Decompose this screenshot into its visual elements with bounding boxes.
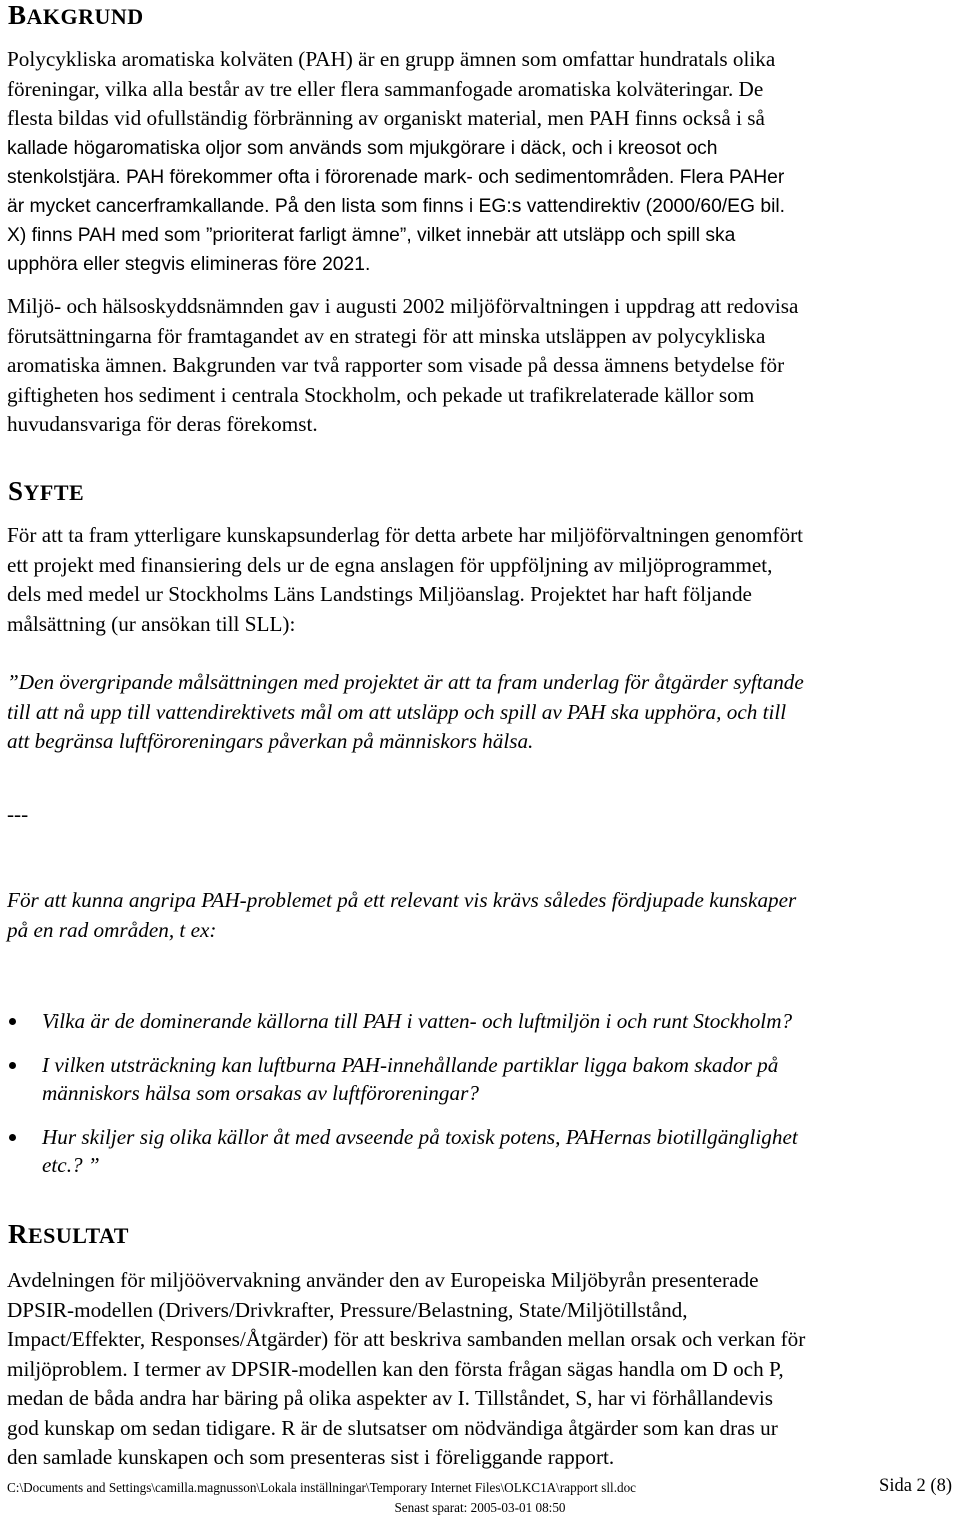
bakgrund-paragraph-2 bbox=[7, 292, 953, 440]
syfte-quote bbox=[7, 668, 953, 757]
text-line: etc.? ” bbox=[42, 1153, 100, 1177]
heading-rest: ESULTAT bbox=[28, 1223, 129, 1248]
text-line: förutsättningarna för framtagandet av en strategi för att minska utsläppen av polycykliska bbox=[7, 323, 766, 348]
text-line: är mycket cancerframkallande. På den lista som finns i EG:s vattendirektiv (2000/60/EG bil. bbox=[7, 196, 786, 217]
text-line: aromatiska ämnen. Bakgrunden var två rapporter som visade på dessa ämnens betydelse för bbox=[7, 353, 785, 377]
text-line: människors hälsa som orsakas av luftföroreningar? bbox=[42, 1081, 479, 1105]
bullet-icon bbox=[9, 1062, 16, 1069]
list-item bbox=[0, 1007, 960, 1036]
text-line: den samlade kunskapen och som presenteras sist i föreliggande rapport. bbox=[7, 1445, 615, 1469]
heading-rest: YFTE bbox=[23, 480, 85, 505]
text-line: flesta bildas vid ofullständig förbränning av organiskt material, men PAH finns också i så bbox=[7, 106, 765, 130]
heading-rest: AKGRUND bbox=[26, 4, 144, 29]
heading-initial: S bbox=[8, 476, 24, 506]
text-line: Hur skiljer sig olika källor åt med avseende på toxisk potens, PAHernas biotillgänglighet bbox=[42, 1124, 798, 1149]
syfte-paragraph-1 bbox=[7, 521, 953, 639]
text-line: För att kunna angripa PAH-problemet på ett relevant vis krävs således fördjupade kunskaper bbox=[7, 888, 797, 912]
text-line: Miljö- och hälsoskyddsnämnden gav i augusti 2002 miljöförvaltningen i uppdrag att redovisa bbox=[7, 294, 799, 318]
text-line: DPSIR-modellen (Drivers/Drivkrafter, Pressure/Belastning, State/Miljötillstånd, bbox=[7, 1297, 688, 1322]
text-line: ett projekt med finansiering dels ur de egna anslagen för uppföljning av miljöprogrammet, bbox=[7, 552, 773, 577]
footer-file-path: C:\Documents and Settings\camilla.magnusson\Lokala inställningar\Temporary Internet Files\OLKC1A\rapport sll.doc bbox=[7, 1480, 637, 1495]
footer-page-number: Sida 2 (8) bbox=[879, 1476, 952, 1496]
text-line: god kunskap om sedan tidigare. R är de slutsatser om nödvändiga åtgärder som kan dras ur bbox=[7, 1415, 778, 1440]
text-line: I vilken utsträckning kan luftburna PAH-innehållande partiklar ligga bakom skador på bbox=[42, 1052, 779, 1077]
bullet-icon bbox=[9, 1134, 16, 1141]
question-list bbox=[0, 1007, 960, 1180]
text-line: Vilka är de dominerande källorna till PAH i vatten- och luftmiljön i och runt Stockholm? bbox=[42, 1009, 793, 1033]
heading-bakgrund bbox=[8, 0, 144, 32]
bakgrund-paragraph-1-serif bbox=[7, 45, 953, 134]
text-line: till att nå upp till vattendirektivets mål om att utsläpp och spill av PAH ska upphöra, och till bbox=[7, 699, 787, 724]
text-line: föreningar, vilka alla består av tre eller flera sammanfogade aromatiska kolväteringar. De bbox=[7, 76, 764, 101]
text-line: X) finns PAH med som ”prioriterat farligt ämne”, vilket innebär att utsläpp och spill ska bbox=[7, 225, 736, 246]
resultat-paragraph-1 bbox=[7, 1266, 953, 1473]
text-line: kallade högaromatiska oljor som används som mjukgörare i däck, och i kreosot och bbox=[7, 138, 718, 159]
heading-syfte bbox=[8, 476, 84, 508]
separator: --- bbox=[7, 802, 29, 826]
text-line: miljöproblem. I termer av DPSIR-modellen kan den första frågan sägas handla om D och P, bbox=[7, 1356, 784, 1381]
text-line: upphöra eller stegvis elimineras före 2021. bbox=[7, 254, 371, 275]
list-item bbox=[0, 1123, 960, 1180]
text-line: huvudansvariga för deras förekomst. bbox=[7, 412, 318, 436]
heading-initial: B bbox=[8, 0, 27, 30]
text-line: ”Den övergripande målsättningen med projektet är att ta fram underlag för åtgärder syftande bbox=[7, 670, 804, 694]
text-line: att begränsa luftföroreningars påverkan på människors hälsa. bbox=[7, 729, 534, 753]
syfte-intro bbox=[7, 886, 953, 945]
text-line: på en rad områden, t ex: bbox=[7, 917, 217, 942]
heading-resultat bbox=[8, 1219, 129, 1251]
bakgrund-paragraph-1-sans bbox=[7, 134, 953, 279]
text-line: stenkolstjära. PAH förekommer ofta i förorenade mark- och sedimentområden. Flera PAHer bbox=[7, 167, 785, 188]
text-line: målsättning (ur ansökan till SLL): bbox=[7, 611, 296, 636]
text-line: medan de båda andra har bäring på olika aspekter av I. Tillståndet, S, har vi förhållandevis bbox=[7, 1386, 774, 1410]
text-line: Avdelningen för miljöövervakning använder den av Europeiska Miljöbyrån presenterade bbox=[7, 1268, 759, 1292]
footer-saved-timestamp: Senast sparat: 2005-03-01 08:50 bbox=[394, 1500, 566, 1515]
bullet-icon bbox=[9, 1018, 16, 1025]
list-item bbox=[0, 1051, 960, 1108]
heading-initial: R bbox=[8, 1219, 28, 1249]
text-line: För att ta fram ytterligare kunskapsunderlag för detta arbete har miljöförvaltningen genomfört bbox=[7, 523, 804, 547]
text-line: giftigheten hos sediment i centrala Stockholm, och pekade ut trafikrelaterade källor som bbox=[7, 382, 755, 407]
text-line: Impact/Effekter, Responses/Åtgärder) för att beskriva sambanden mellan orsak och verkan för bbox=[7, 1327, 806, 1351]
text-line: Polycykliska aromatiska kolväten (PAH) är en grupp ämnen som omfattar hundratals olika bbox=[7, 47, 776, 71]
text-line: dels med medel ur Stockholms Läns Landstings Miljöanslag. Projektet har haft följande bbox=[7, 582, 752, 606]
